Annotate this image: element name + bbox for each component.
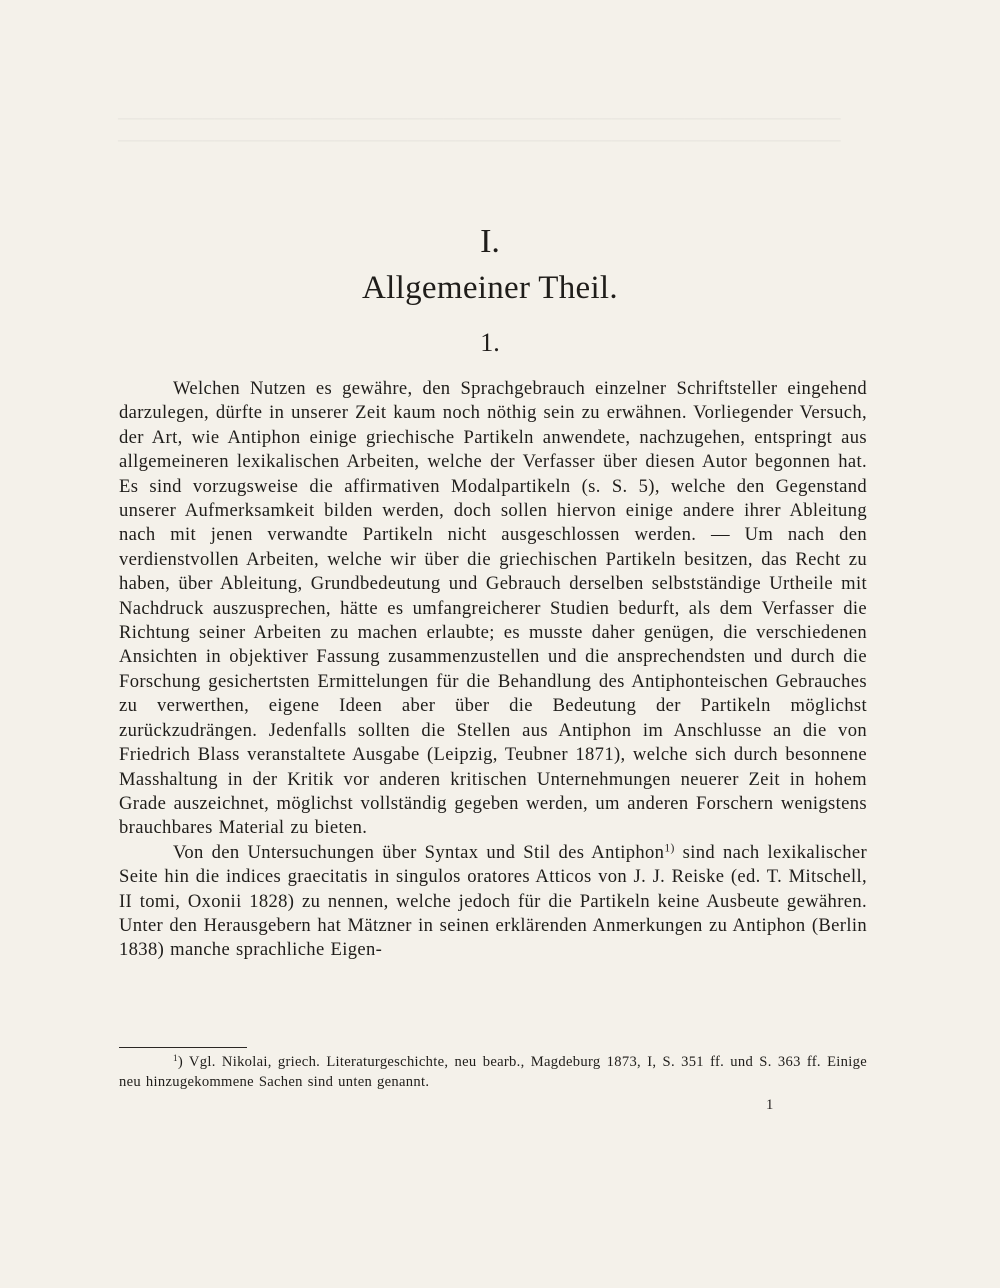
body-text bbox=[119, 377, 867, 963]
part-title bbox=[0, 268, 1000, 308]
footnote-reference[interactable] bbox=[664, 842, 674, 854]
page-number: 1 bbox=[766, 1097, 774, 1113]
footnote-reference-paren: ) bbox=[670, 842, 675, 855]
paragraph-1: Welchen Nutzen es gewähre, den Sprachgebrauch einzelner Schriftsteller eingehend darzulegen, dürfte in unserer Zeit kaum noch nöthig sein zu erwähnen. Vorliegender Versuch, der Art, wie Antiphon einige griechische Partikeln anwendete, nachzugehen, entspringt aus allgemeineren lexikalischen Arbeiten, welche der Verfasser über diesen Autor begonnen hat. Es sind vorzugsweise die affirmativen Modalpartikeln (s. S. 5), welche den Gegenstand unserer Aufmerksamkeit bilden werden, doch sollen hiervon einige andere ihrer Ableitung nach mit jenen verwandte Partikeln nicht ausgeschlossen werden. — Um nach den verdienstvollen Arbeiten, welche wir über die griechischen Partikeln besitzen, das Recht zu haben, über Ableitung, Grundbedeutung und Gebrauch derselben selbstständige Urtheile mit Nachdruck auszusprechen, hätte es umfangreicherer Studien bedurft, als dem Verfasser die Richtung seiner Arbeiten zu machen erlaubte; es musste daher genügen, die verschiedenen Ansichten in objektiver Fassung zusammenzustellen und die ansprechendsten und durch die Forschung gesichertsten Ermittelungen für die Behandlung des Antiphonteischen Gebrauches zu verwerthen, eigene Ideen aber über die Bedeutung der Partikeln möglichst zurückzudrängen. Jedenfalls sollten die Stellen aus Antiphon im Anschlusse an die von Friedrich Blass veranstaltete Ausgabe (Leipzig, Teubner 1871), welche sich durch besonnene Masshaltung in der Kritik vor anderen kritischen Unternehmungen neuerer Zeit in hohem Grade auszeichnet, möglichst vollständig gegeben werden, um anderen Forschern wenigstens brauchbares Material zu bieten. bbox=[119, 378, 867, 839]
section-number-text: 1. bbox=[480, 328, 500, 357]
footnote-divider bbox=[119, 1047, 247, 1048]
footnote bbox=[119, 1052, 867, 1092]
section-number bbox=[0, 327, 1000, 359]
footnote-number: 1 bbox=[173, 1053, 178, 1064]
footnote-text: ) Vgl. Nikolai, griech. Literaturgeschichte, neu bearb., Magdeburg 1873, I, S. 351 ff. und S. 363 ff. Einige neu hinzugekommene Sachen sind unten genannt. bbox=[119, 1054, 867, 1090]
footnote-paragraph bbox=[119, 1052, 867, 1092]
part-numeral bbox=[0, 222, 1000, 262]
show-through-texture: ──────────────────────────────────────────────────────────── ──────────────────────────────────────────────────────────── bbox=[118, 109, 841, 150]
paragraph-2-start: Von den Untersuchungen über Syntax und Stil des Antiphon bbox=[173, 841, 665, 863]
paragraph-2 bbox=[119, 841, 867, 963]
footnote-reference-number: 1 bbox=[664, 842, 671, 855]
paragraph-2-rest: sind nach lexikalischer Seite hin die indices graecitatis in singulos oratores Atticos von J. J. Reiske (ed. T. Mitschell, II tomi, Oxonii 1828) zu nennen, welche jedoch für die Partikeln keine Ausbeute gewähren. Unter den Herausgebern hat Mätzner in seinen erklärenden Anmerkungen zu Antiphon (Berlin 1838) manche sprachliche Eigen- bbox=[119, 841, 867, 961]
part-numeral-text: I. bbox=[480, 223, 500, 260]
part-title-text: Allgemeiner Theil. bbox=[362, 270, 618, 306]
